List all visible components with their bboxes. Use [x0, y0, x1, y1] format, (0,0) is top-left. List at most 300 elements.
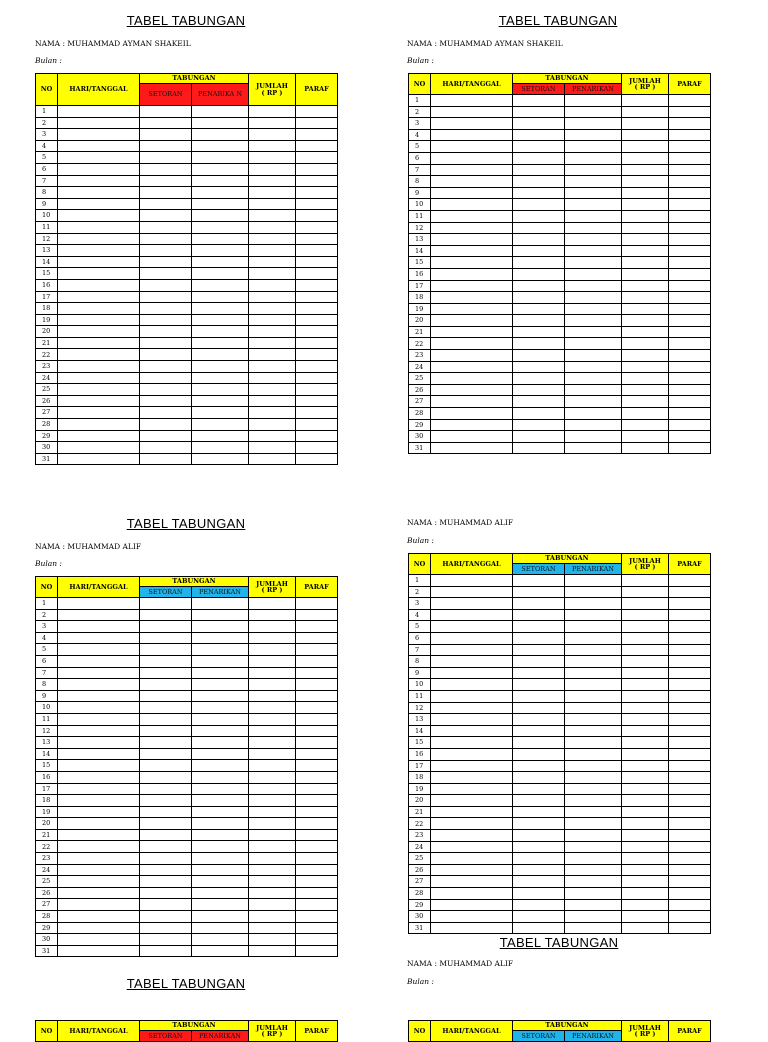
deposit-cell[interactable] [513, 922, 565, 934]
date-cell[interactable] [431, 129, 513, 141]
deposit-cell[interactable] [140, 221, 192, 233]
deposit-cell[interactable] [140, 632, 192, 644]
deposit-cell[interactable] [513, 888, 565, 900]
signature-cell[interactable] [296, 361, 338, 373]
signature-cell[interactable] [296, 245, 338, 257]
deposit-cell[interactable] [513, 199, 565, 211]
signature-cell[interactable] [669, 853, 711, 865]
date-cell[interactable] [58, 291, 140, 303]
amount-cell[interactable] [249, 876, 296, 888]
amount-cell[interactable] [249, 841, 296, 853]
date-cell[interactable] [431, 644, 513, 656]
deposit-cell[interactable] [140, 713, 192, 725]
withdrawal-cell[interactable] [565, 644, 622, 656]
deposit-cell[interactable] [513, 632, 565, 644]
deposit-cell[interactable] [513, 656, 565, 668]
signature-cell[interactable] [296, 279, 338, 291]
deposit-cell[interactable] [140, 430, 192, 442]
amount-cell[interactable] [622, 176, 669, 188]
withdrawal-cell[interactable] [192, 795, 249, 807]
signature-cell[interactable] [669, 280, 711, 292]
withdrawal-cell[interactable] [565, 164, 622, 176]
amount-cell[interactable] [249, 314, 296, 326]
date-cell[interactable] [58, 760, 140, 772]
signature-cell[interactable] [296, 853, 338, 865]
signature-cell[interactable] [669, 199, 711, 211]
withdrawal-cell[interactable] [192, 725, 249, 737]
signature-cell[interactable] [669, 911, 711, 923]
deposit-cell[interactable] [140, 152, 192, 164]
amount-cell[interactable] [622, 408, 669, 420]
amount-cell[interactable] [249, 291, 296, 303]
date-cell[interactable] [58, 621, 140, 633]
date-cell[interactable] [58, 783, 140, 795]
date-cell[interactable] [431, 772, 513, 784]
amount-cell[interactable] [622, 783, 669, 795]
date-cell[interactable] [58, 279, 140, 291]
amount-cell[interactable] [622, 598, 669, 610]
signature-cell[interactable] [296, 922, 338, 934]
signature-cell[interactable] [296, 725, 338, 737]
withdrawal-cell[interactable] [565, 338, 622, 350]
amount-cell[interactable] [622, 303, 669, 315]
signature-cell[interactable] [669, 152, 711, 164]
amount-cell[interactable] [249, 256, 296, 268]
date-cell[interactable] [431, 338, 513, 350]
signature-cell[interactable] [296, 384, 338, 396]
signature-cell[interactable] [669, 667, 711, 679]
withdrawal-cell[interactable] [565, 442, 622, 454]
deposit-cell[interactable] [140, 326, 192, 338]
signature-cell[interactable] [669, 679, 711, 691]
withdrawal-cell[interactable] [192, 818, 249, 830]
withdrawal-cell[interactable] [565, 656, 622, 668]
deposit-cell[interactable] [140, 876, 192, 888]
amount-cell[interactable] [249, 279, 296, 291]
withdrawal-cell[interactable] [192, 655, 249, 667]
deposit-cell[interactable] [513, 806, 565, 818]
signature-cell[interactable] [669, 303, 711, 315]
signature-cell[interactable] [296, 899, 338, 911]
deposit-cell[interactable] [513, 396, 565, 408]
amount-cell[interactable] [249, 621, 296, 633]
deposit-cell[interactable] [140, 771, 192, 783]
date-cell[interactable] [431, 702, 513, 714]
signature-cell[interactable] [669, 621, 711, 633]
date-cell[interactable] [58, 771, 140, 783]
signature-cell[interactable] [669, 176, 711, 188]
date-cell[interactable] [58, 395, 140, 407]
withdrawal-cell[interactable] [192, 632, 249, 644]
amount-cell[interactable] [249, 117, 296, 129]
date-cell[interactable] [431, 714, 513, 726]
signature-cell[interactable] [296, 221, 338, 233]
amount-cell[interactable] [622, 690, 669, 702]
amount-cell[interactable] [622, 222, 669, 234]
date-cell[interactable] [431, 268, 513, 280]
date-cell[interactable] [58, 314, 140, 326]
signature-cell[interactable] [669, 690, 711, 702]
deposit-cell[interactable] [140, 887, 192, 899]
withdrawal-cell[interactable] [192, 395, 249, 407]
date-cell[interactable] [431, 95, 513, 107]
date-cell[interactable] [58, 152, 140, 164]
withdrawal-cell[interactable] [565, 234, 622, 246]
date-cell[interactable] [431, 176, 513, 188]
signature-cell[interactable] [669, 292, 711, 304]
amount-cell[interactable] [249, 829, 296, 841]
date-cell[interactable] [431, 141, 513, 153]
deposit-cell[interactable] [513, 748, 565, 760]
signature-cell[interactable] [296, 934, 338, 946]
withdrawal-cell[interactable] [192, 853, 249, 865]
signature-cell[interactable] [669, 899, 711, 911]
deposit-cell[interactable] [513, 210, 565, 222]
deposit-cell[interactable] [513, 384, 565, 396]
amount-cell[interactable] [249, 911, 296, 923]
amount-cell[interactable] [249, 407, 296, 419]
deposit-cell[interactable] [513, 164, 565, 176]
deposit-cell[interactable] [513, 598, 565, 610]
amount-cell[interactable] [622, 609, 669, 621]
signature-cell[interactable] [296, 644, 338, 656]
signature-cell[interactable] [296, 187, 338, 199]
date-cell[interactable] [58, 430, 140, 442]
amount-cell[interactable] [249, 922, 296, 934]
signature-cell[interactable] [296, 256, 338, 268]
date-cell[interactable] [58, 899, 140, 911]
signature-cell[interactable] [669, 129, 711, 141]
deposit-cell[interactable] [140, 198, 192, 210]
date-cell[interactable] [431, 795, 513, 807]
deposit-cell[interactable] [140, 934, 192, 946]
withdrawal-cell[interactable] [192, 117, 249, 129]
deposit-cell[interactable] [513, 667, 565, 679]
withdrawal-cell[interactable] [565, 737, 622, 749]
amount-cell[interactable] [622, 106, 669, 118]
amount-cell[interactable] [622, 667, 669, 679]
withdrawal-cell[interactable] [565, 361, 622, 373]
deposit-cell[interactable] [140, 314, 192, 326]
deposit-cell[interactable] [140, 106, 192, 118]
date-cell[interactable] [431, 853, 513, 865]
signature-cell[interactable] [296, 911, 338, 923]
date-cell[interactable] [431, 199, 513, 211]
withdrawal-cell[interactable] [565, 783, 622, 795]
withdrawal-cell[interactable] [565, 714, 622, 726]
deposit-cell[interactable] [140, 337, 192, 349]
amount-cell[interactable] [622, 864, 669, 876]
deposit-cell[interactable] [513, 690, 565, 702]
withdrawal-cell[interactable] [565, 888, 622, 900]
amount-cell[interactable] [622, 714, 669, 726]
amount-cell[interactable] [622, 384, 669, 396]
deposit-cell[interactable] [513, 152, 565, 164]
amount-cell[interactable] [249, 655, 296, 667]
amount-cell[interactable] [249, 632, 296, 644]
deposit-cell[interactable] [513, 714, 565, 726]
withdrawal-cell[interactable] [192, 279, 249, 291]
date-cell[interactable] [431, 118, 513, 130]
date-cell[interactable] [431, 361, 513, 373]
deposit-cell[interactable] [140, 922, 192, 934]
deposit-cell[interactable] [513, 644, 565, 656]
withdrawal-cell[interactable] [565, 725, 622, 737]
withdrawal-cell[interactable] [565, 303, 622, 315]
deposit-cell[interactable] [513, 841, 565, 853]
withdrawal-cell[interactable] [192, 702, 249, 714]
amount-cell[interactable] [249, 760, 296, 772]
signature-cell[interactable] [669, 772, 711, 784]
signature-cell[interactable] [296, 129, 338, 141]
deposit-cell[interactable] [513, 118, 565, 130]
deposit-cell[interactable] [140, 361, 192, 373]
withdrawal-cell[interactable] [565, 690, 622, 702]
withdrawal-cell[interactable] [192, 760, 249, 772]
deposit-cell[interactable] [140, 655, 192, 667]
amount-cell[interactable] [622, 234, 669, 246]
amount-cell[interactable] [249, 453, 296, 465]
withdrawal-cell[interactable] [565, 187, 622, 199]
date-cell[interactable] [58, 326, 140, 338]
withdrawal-cell[interactable] [565, 315, 622, 327]
signature-cell[interactable] [669, 222, 711, 234]
date-cell[interactable] [58, 934, 140, 946]
signature-cell[interactable] [669, 632, 711, 644]
signature-cell[interactable] [296, 210, 338, 222]
date-cell[interactable] [58, 453, 140, 465]
deposit-cell[interactable] [513, 141, 565, 153]
amount-cell[interactable] [249, 349, 296, 361]
withdrawal-cell[interactable] [192, 210, 249, 222]
date-cell[interactable] [58, 163, 140, 175]
withdrawal-cell[interactable] [565, 598, 622, 610]
deposit-cell[interactable] [140, 349, 192, 361]
withdrawal-cell[interactable] [192, 187, 249, 199]
signature-cell[interactable] [296, 198, 338, 210]
amount-cell[interactable] [249, 945, 296, 957]
date-cell[interactable] [58, 841, 140, 853]
date-cell[interactable] [431, 911, 513, 923]
date-cell[interactable] [431, 690, 513, 702]
amount-cell[interactable] [622, 795, 669, 807]
signature-cell[interactable] [296, 621, 338, 633]
signature-cell[interactable] [296, 864, 338, 876]
withdrawal-cell[interactable] [192, 175, 249, 187]
signature-cell[interactable] [669, 118, 711, 130]
withdrawal-cell[interactable] [192, 419, 249, 431]
withdrawal-cell[interactable] [192, 621, 249, 633]
date-cell[interactable] [431, 280, 513, 292]
withdrawal-cell[interactable] [192, 667, 249, 679]
withdrawal-cell[interactable] [565, 350, 622, 362]
date-cell[interactable] [431, 806, 513, 818]
date-cell[interactable] [58, 853, 140, 865]
withdrawal-cell[interactable] [565, 245, 622, 257]
amount-cell[interactable] [249, 690, 296, 702]
amount-cell[interactable] [249, 899, 296, 911]
signature-cell[interactable] [669, 106, 711, 118]
deposit-cell[interactable] [140, 129, 192, 141]
signature-cell[interactable] [669, 876, 711, 888]
withdrawal-cell[interactable] [565, 106, 622, 118]
withdrawal-cell[interactable] [192, 256, 249, 268]
withdrawal-cell[interactable] [565, 586, 622, 598]
date-cell[interactable] [58, 384, 140, 396]
withdrawal-cell[interactable] [565, 257, 622, 269]
date-cell[interactable] [431, 442, 513, 454]
signature-cell[interactable] [669, 737, 711, 749]
deposit-cell[interactable] [513, 725, 565, 737]
deposit-cell[interactable] [513, 818, 565, 830]
date-cell[interactable] [431, 164, 513, 176]
withdrawal-cell[interactable] [565, 118, 622, 130]
signature-cell[interactable] [669, 888, 711, 900]
signature-cell[interactable] [669, 210, 711, 222]
withdrawal-cell[interactable] [192, 934, 249, 946]
withdrawal-cell[interactable] [565, 632, 622, 644]
withdrawal-cell[interactable] [192, 748, 249, 760]
date-cell[interactable] [58, 268, 140, 280]
date-cell[interactable] [431, 922, 513, 934]
amount-cell[interactable] [249, 152, 296, 164]
deposit-cell[interactable] [513, 222, 565, 234]
signature-cell[interactable] [296, 453, 338, 465]
withdrawal-cell[interactable] [192, 806, 249, 818]
amount-cell[interactable] [249, 795, 296, 807]
deposit-cell[interactable] [140, 690, 192, 702]
amount-cell[interactable] [622, 760, 669, 772]
date-cell[interactable] [431, 234, 513, 246]
withdrawal-cell[interactable] [192, 314, 249, 326]
deposit-cell[interactable] [513, 679, 565, 691]
withdrawal-cell[interactable] [192, 783, 249, 795]
date-cell[interactable] [58, 419, 140, 431]
withdrawal-cell[interactable] [192, 163, 249, 175]
signature-cell[interactable] [669, 818, 711, 830]
deposit-cell[interactable] [140, 829, 192, 841]
amount-cell[interactable] [622, 853, 669, 865]
deposit-cell[interactable] [513, 187, 565, 199]
withdrawal-cell[interactable] [565, 419, 622, 431]
withdrawal-cell[interactable] [565, 911, 622, 923]
date-cell[interactable] [431, 656, 513, 668]
amount-cell[interactable] [622, 199, 669, 211]
deposit-cell[interactable] [140, 268, 192, 280]
signature-cell[interactable] [296, 771, 338, 783]
date-cell[interactable] [58, 911, 140, 923]
signature-cell[interactable] [669, 350, 711, 362]
signature-cell[interactable] [669, 234, 711, 246]
signature-cell[interactable] [296, 748, 338, 760]
withdrawal-cell[interactable] [565, 818, 622, 830]
amount-cell[interactable] [622, 280, 669, 292]
deposit-cell[interactable] [140, 760, 192, 772]
withdrawal-cell[interactable] [192, 430, 249, 442]
signature-cell[interactable] [296, 442, 338, 454]
withdrawal-cell[interactable] [565, 575, 622, 587]
date-cell[interactable] [58, 922, 140, 934]
withdrawal-cell[interactable] [565, 864, 622, 876]
withdrawal-cell[interactable] [192, 713, 249, 725]
withdrawal-cell[interactable] [565, 702, 622, 714]
deposit-cell[interactable] [513, 737, 565, 749]
signature-cell[interactable] [669, 187, 711, 199]
date-cell[interactable] [58, 713, 140, 725]
withdrawal-cell[interactable] [192, 644, 249, 656]
amount-cell[interactable] [622, 737, 669, 749]
amount-cell[interactable] [249, 210, 296, 222]
date-cell[interactable] [431, 841, 513, 853]
date-cell[interactable] [431, 899, 513, 911]
amount-cell[interactable] [622, 419, 669, 431]
amount-cell[interactable] [622, 373, 669, 385]
date-cell[interactable] [58, 725, 140, 737]
withdrawal-cell[interactable] [192, 922, 249, 934]
signature-cell[interactable] [296, 887, 338, 899]
signature-cell[interactable] [669, 841, 711, 853]
deposit-cell[interactable] [140, 783, 192, 795]
deposit-cell[interactable] [140, 748, 192, 760]
signature-cell[interactable] [669, 748, 711, 760]
withdrawal-cell[interactable] [565, 326, 622, 338]
deposit-cell[interactable] [140, 442, 192, 454]
deposit-cell[interactable] [513, 419, 565, 431]
deposit-cell[interactable] [140, 419, 192, 431]
deposit-cell[interactable] [513, 408, 565, 420]
withdrawal-cell[interactable] [192, 245, 249, 257]
withdrawal-cell[interactable] [192, 737, 249, 749]
withdrawal-cell[interactable] [565, 922, 622, 934]
deposit-cell[interactable] [513, 830, 565, 842]
amount-cell[interactable] [622, 129, 669, 141]
deposit-cell[interactable] [140, 245, 192, 257]
date-cell[interactable] [431, 419, 513, 431]
date-cell[interactable] [58, 632, 140, 644]
date-cell[interactable] [58, 795, 140, 807]
deposit-cell[interactable] [140, 395, 192, 407]
signature-cell[interactable] [669, 431, 711, 443]
signature-cell[interactable] [296, 737, 338, 749]
signature-cell[interactable] [296, 945, 338, 957]
signature-cell[interactable] [296, 818, 338, 830]
date-cell[interactable] [431, 737, 513, 749]
withdrawal-cell[interactable] [192, 361, 249, 373]
deposit-cell[interactable] [140, 911, 192, 923]
deposit-cell[interactable] [513, 609, 565, 621]
date-cell[interactable] [58, 407, 140, 419]
deposit-cell[interactable] [140, 210, 192, 222]
deposit-cell[interactable] [140, 453, 192, 465]
withdrawal-cell[interactable] [192, 372, 249, 384]
amount-cell[interactable] [622, 361, 669, 373]
date-cell[interactable] [431, 783, 513, 795]
amount-cell[interactable] [622, 95, 669, 107]
amount-cell[interactable] [249, 853, 296, 865]
withdrawal-cell[interactable] [192, 140, 249, 152]
date-cell[interactable] [58, 702, 140, 714]
withdrawal-cell[interactable] [565, 899, 622, 911]
withdrawal-cell[interactable] [565, 129, 622, 141]
amount-cell[interactable] [622, 876, 669, 888]
deposit-cell[interactable] [513, 315, 565, 327]
deposit-cell[interactable] [513, 795, 565, 807]
withdrawal-cell[interactable] [192, 337, 249, 349]
signature-cell[interactable] [296, 152, 338, 164]
amount-cell[interactable] [622, 326, 669, 338]
signature-cell[interactable] [669, 864, 711, 876]
deposit-cell[interactable] [140, 140, 192, 152]
